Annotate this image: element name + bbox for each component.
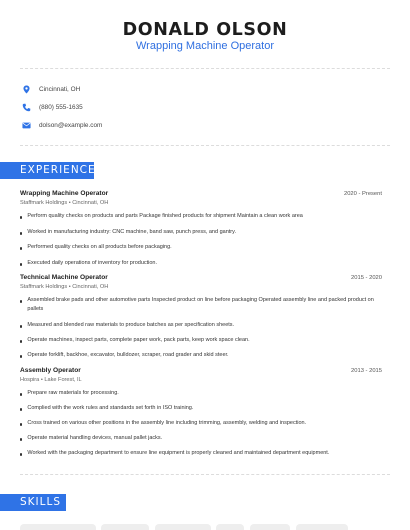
job-company: Staffmark Holdings • Cincinnati, OH	[20, 200, 109, 206]
skill-tag	[296, 524, 348, 530]
bullet-dot	[20, 216, 22, 218]
bullet-dot	[20, 453, 22, 455]
contact-phone	[22, 103, 83, 112]
skill-tag	[101, 524, 149, 530]
bullet-text: Worked with the packaging department to ensure line equipment is properly cleaned and maintained department equipment.	[27, 450, 330, 457]
job-headline: Wrapping Machine Operator	[136, 40, 274, 52]
email-icon	[22, 121, 31, 130]
contact-phone-text: (880) 555-1635	[39, 104, 83, 111]
bullet-text: Worked in manufacturing industry: CNC machine, band saw, punch press, and gantry.	[27, 229, 236, 236]
list-item	[20, 353, 380, 360]
bullet-dot	[20, 232, 22, 234]
bullet-dot	[20, 355, 22, 357]
skill-tag	[155, 524, 211, 530]
list-item	[20, 391, 380, 398]
bullet-dot	[20, 263, 22, 265]
bullet-dot	[20, 423, 22, 425]
bullet-text: Operate material handling devices, manual pallet jacks.	[27, 435, 163, 442]
job-company: Hospira • Lake Forest, IL	[20, 377, 82, 383]
section-header-skills: SKILLS	[0, 494, 66, 511]
bullet-dot	[20, 340, 22, 342]
list-item	[20, 436, 380, 443]
job-dates: 2020 - Present	[343, 191, 382, 197]
location-pin-icon	[22, 85, 31, 94]
bullet-text: Prepare raw materials for processing.	[27, 390, 119, 397]
job-title: Assembly Operator	[20, 367, 81, 374]
contact-location	[22, 85, 80, 94]
bullet-text: Assembled brake pads and other automotive parts Inspected product on line before packaging Operated assembly line and packed product on pallets	[27, 297, 374, 312]
header-divider	[20, 68, 390, 69]
bullet-text: Executed daily operations of inventory for production.	[27, 260, 158, 267]
skill-tag	[20, 524, 96, 530]
contact-email-text: dolson@example.com	[39, 122, 103, 129]
job-dates: 2013 - 2015	[351, 368, 382, 374]
bullet-dot	[20, 438, 22, 440]
candidate-name: DONALD OLSON	[122, 20, 288, 40]
bullet-text: Cross trained on various other positions in the assembly line including trimming, assembly, welding and inspection.	[27, 420, 307, 427]
bullet-dot	[20, 325, 22, 327]
list-item	[20, 230, 380, 237]
bullet-text: Operate machines, inspect parts, complete paper work, pack parts, keep work space clean.	[27, 337, 250, 344]
bullet-text: Operate forklift, backhoe, excavator, bulldozer, scraper, road grader and skid steer.	[27, 352, 229, 359]
bullet-text: Complied with the work rules and standards set forth in ISO training.	[27, 405, 194, 412]
list-item	[20, 421, 380, 428]
skill-tag	[216, 524, 244, 530]
list-item	[20, 245, 380, 252]
job-company: Staffmark Holdings • Cincinnati, OH	[20, 284, 109, 290]
contact-divider	[20, 145, 390, 146]
job-title: Technical Machine Operator	[20, 274, 108, 281]
section-header-experience: EXPERIENCE	[0, 162, 94, 179]
bullet-dot	[20, 247, 22, 249]
contact-location-text: Cincinnati, OH	[39, 86, 81, 93]
list-item	[20, 261, 380, 268]
bullet-dot	[20, 408, 22, 410]
experience-divider	[20, 474, 390, 475]
list-item	[20, 338, 380, 345]
bullet-text: Measured and blended raw materials to produce batches as per specification sheets.	[27, 322, 235, 329]
job-dates: 2015 - 2020	[351, 275, 382, 281]
bullet-text: Perform quality checks on products and parts Package finished products for shipment Maintain a clean work area	[27, 213, 303, 220]
phone-icon	[22, 103, 31, 112]
bullet-dot	[20, 393, 22, 395]
list-item	[20, 406, 380, 413]
job-title: Wrapping Machine Operator	[20, 190, 109, 197]
bullet-text: Performed quality checks on all products before packaging.	[27, 244, 172, 251]
list-item	[20, 323, 380, 330]
list-item	[20, 214, 380, 221]
list-item	[20, 451, 380, 458]
contact-email	[22, 121, 102, 130]
bullet-dot	[20, 300, 22, 302]
list-item	[20, 298, 380, 313]
skill-tag	[250, 524, 290, 530]
